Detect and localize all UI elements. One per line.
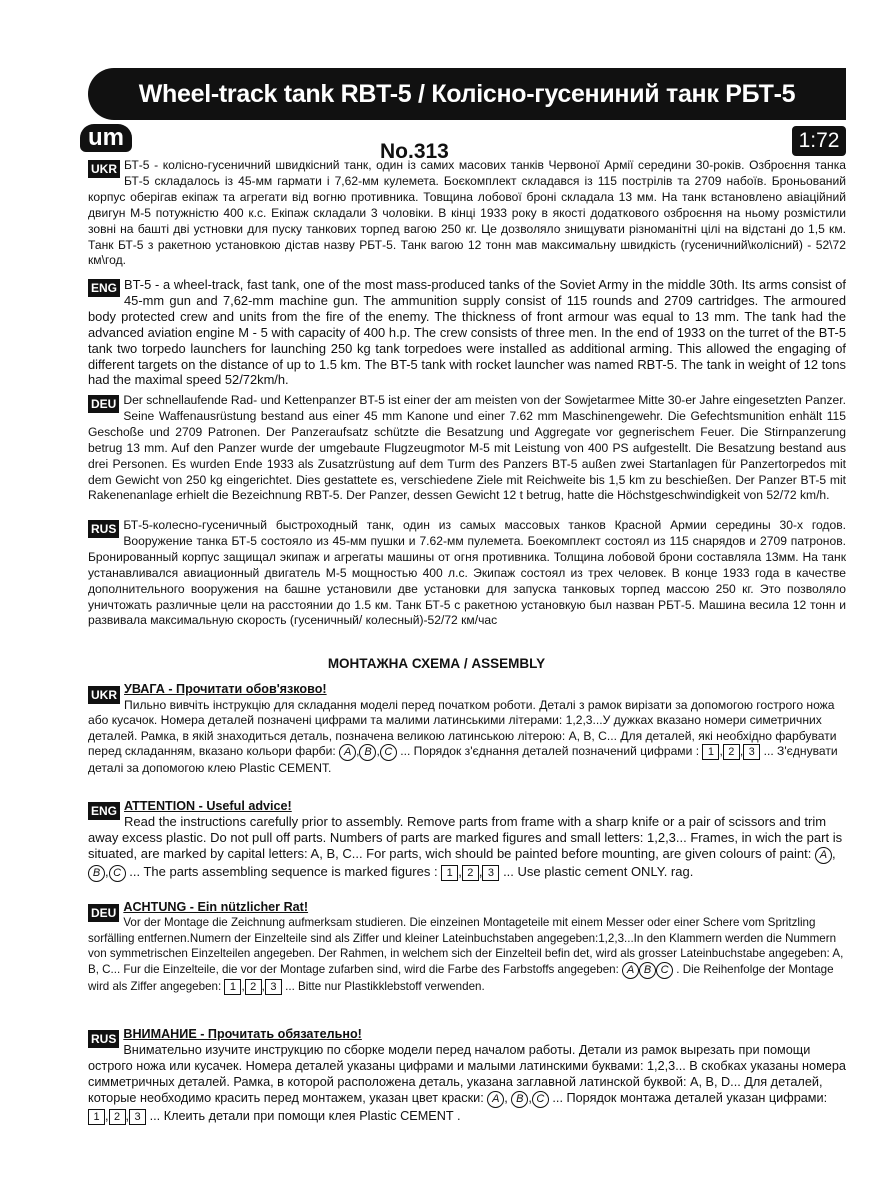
step-marker: 3	[482, 865, 499, 881]
lang-tag: UKR	[88, 686, 120, 704]
paint-marker: A	[487, 1091, 504, 1108]
step-marker: 2	[723, 744, 740, 760]
instruction-heading: ATTENTION - Useful advice!	[124, 799, 292, 813]
description-text: BT-5 - a wheel-track, fast tank, one of the most mass-produced tanks of the Soviet Army in the middle 30th. Its arms consist of 45-mm gun and 7,62-mm machine gun. The ammunition supply consist of 115 rounds and 2709 cartridges. The armoured body protected crew and units from the fire of the enemy. The thickness of front armour was equal to 13 mm. The tank had the advanced aviation engine M - 5 with capacity of 400 h.p. The crew consists of three men. In the end of 1933 on the turret of the BT-5 tank two torpedo launchers for launching 250 kg tank torpedoes were installed as additional arming. This allowed the engaging of different targets on the distance of up to 1.5 km. The BT-5 tank with rocket launcher was named RBT-5. The tank in weight of 12 tons had the maximal speed 52/72km/h.	[88, 277, 846, 388]
lang-tag: RUS	[88, 520, 119, 538]
lang-tag: UKR	[88, 160, 120, 178]
paint-marker: B	[88, 865, 105, 882]
lang-tag: DEU	[88, 904, 119, 922]
paint-marker: C	[532, 1091, 549, 1108]
brand-logo: um	[80, 124, 132, 152]
instruction-rus: RUS ВНИМАНИЕ - Прочитать обязательно! Внимательно изучите инструкцию по сборке модели перед началом работы. Детали из рамок вырезать при помощи острого ножа или кусачек. Номера деталей указаны цифрами и малыми латинскими буквами: 1,2,3... В скобках указаны номера симметричных деталей. Рамка, в которой расположена деталь, указана заглавной латинской буквой: A, B, D... Для деталей, которые необходимо красить перед монтажем, указан цвет краски: A , B , C ... Порядок монтажа деталей указан цифрами: 1 , 2 , 3 ... Клеить детали при помощи клея Plastic CEMENT .	[88, 1027, 846, 1123]
step-marker: 2	[109, 1109, 126, 1125]
instruction-text: ... Use plastic cement ONLY. rag.	[503, 864, 694, 879]
instruction-heading: УВАГА - Прочитати обов'язково!	[124, 682, 327, 696]
paint-marker: C	[656, 962, 673, 979]
instruction-text: ... The parts assembling sequence is marked figures :	[129, 864, 438, 879]
instruction-deu: DEU ACHTUNG - Ein nützlicher Rat! Vor der Montage die Zeichnung aufmerksam studieren. Die einzeinen Montageteile mit einem Messer oder einer Schere vom Spritzling sorfälling entfernen.Numern der Einzelteile sind als Ziffer und kleiner Lateinbuchstaben angegeben:1,2,3...In den Klammern werden die Nummern von symmetrischen Einzelteilen angegeben. Der Rahmen, in welchem sich der Einzelteil befin det, wird als grosser Lateinbuchstabe angegeben: A, B, C... Fur die Einzelteile, die vor der Montage zufarben sind, wird die Farbe des Farbstoffs angegeben: A B C . Die Reihenfolge der Montage wird als Ziffer angegeben: 1 , 2 , 3 ... Bitte nur Plastikklebstoff verwenden.	[88, 900, 846, 995]
instruction-text: ... З'єднувати деталі за допомогою клею Plastic CEMENT.	[88, 744, 838, 776]
lang-tag: DEU	[88, 395, 119, 413]
paint-marker: A	[339, 744, 356, 761]
assembly-title: МОНТАЖНА СХЕМА / ASSEMBLY	[327, 656, 546, 671]
lang-tag: RUS	[88, 1030, 119, 1048]
description-deu	[88, 393, 846, 504]
title-banner	[88, 68, 846, 120]
step-marker: 1	[88, 1109, 105, 1125]
lang-tag: ENG	[88, 802, 120, 820]
catalog-number: No.313	[380, 140, 449, 163]
description-text: Der schnellaufende Rad- und Kettenpanzer BT-5 ist einer der am meisten von der Sowjetarmee Mitte 30-er Jahre eingesetzten Panzer. Seine Waffenausrüstung bestand aus einer 45 mm Kanone und einer 7.62 mm Maschinengewehr. Die Gefechtsmunition enhält 115 Geschoße und 2709 Patronen. Der Panzeraufsatz schützte die Besatzung und Aggregate vor gegnerischem Feuer. Die Stirnpanzerung betrug 13 mm. Auf den Panzer wurde der umgebaute Flugzeugmotor M-5 mit Leistung von 400 PS aufgestellt. Die Besatzung bestand aus drei Personen. Es wurden Ende 1933 als Zusatzrüstung auf dem Turm des Panzers BT-5 außen zwei Startanlagen für Panzertorpedos mit dem Gewicht von 250 kg eingerichtet. Dies gestattete es, verschiedene Ziele mit Reichweite bis 1,5 km zu beschießen. Der Panzer BT-5 mit Rakenenanlage erhielt die Bezeichnung RBT-5. Der Panzer, dessen Gewicht 12 t betrug, hatte die Höchstgeschwindigkeit von 52/72 km/h.	[88, 393, 846, 503]
instruction-text: Vor der Montage die Zeichnung aufmerksam studieren. Die einzeinen Montageteile mit einem Messer oder einer Schere vom Spritzling sorfälling entfernen.Numern der Einzelteile sind als Ziffer und kleiner Lateinbuchstaben angegeben:1,2,3...In den Klammern werden die Nummern von symmetrischen Einzelteilen angegeben. Der Rahmen, in welchem sich der Einzelteil befin det, wird als grosser Lateinbuchstabe angegeben: A, B, C... Fur die Einzelteile, die vor der Montage zufarben sind, wird die Farbe des Farbstoffs angegeben:	[88, 916, 844, 976]
step-marker: 3	[743, 744, 760, 760]
step-marker: 2	[462, 865, 479, 881]
instruction-text: Read the instructions carefully prior to assembly. Remove parts from frame with a sharp knife or a pair of scissors and trim away excess plastic. Do not pull off parts. Numbers of parts are marked figures and small letters: 1,2,3... Frames, in wich the part is situated, are marked by capital letters: A, B, C... For parts, wich should be painted before mounting, are given colours of paint:	[88, 814, 843, 861]
description-rus	[88, 518, 846, 629]
description-ukr	[88, 158, 846, 269]
instruction-text: ... Bitte nur Plastikklebstoff verwenden.	[285, 979, 485, 993]
paint-marker: B	[639, 962, 656, 979]
scale-badge: 1:72	[792, 126, 846, 156]
instruction-text: ... Порядок з'єднання деталей позначений цифрами :	[400, 744, 700, 759]
instruction-heading: ACHTUNG - Ein nützlicher Rat!	[123, 900, 309, 914]
paint-marker: A	[815, 847, 832, 864]
instruction-text: . Die Reihenfolge der Montage wird als Ziffer angegeben:	[88, 962, 834, 993]
step-marker: 3	[265, 979, 282, 995]
instruction-text: Внимательно изучите инструкцию по сборке модели перед началом работы. Детали из рамок вырезать при помощи острого ножа или кусачек. Номера деталей указаны цифрами и малыми латинскими буквами: 1,2,3... В скобках указаны номера симметричных деталей. Рамка, в которой расположена деталь, указана заглавной латинской буквой: A, B, D... Для деталей, которые необходимо красить перед монтажем, указан цвет краски:	[88, 1043, 846, 1105]
step-marker: 3	[129, 1109, 146, 1125]
instruction-text: ... Клеить детали при помощи клея Plastic CEMENT .	[149, 1109, 461, 1123]
instruction-text: ... Порядок монтажа деталей указан цифрами:	[552, 1091, 828, 1105]
description-eng	[88, 277, 846, 388]
paint-marker: A	[622, 962, 639, 979]
paint-marker: B	[359, 744, 376, 761]
step-marker: 2	[245, 979, 262, 995]
paint-marker: C	[380, 744, 397, 761]
step-marker: 1	[702, 744, 719, 760]
instruction-text: Пильно вивчіть інструкцію для складання моделі перед початком роботи. Деталі з рамок вирізати за допомогою гострого ножа або кусачок. Номера деталей позначені цифрами та малими латинськими літерами: 1,2,3...У дужках вказано номери симетричних деталей. Рамка, в якій знаходиться деталь, позначена великою латинською літерою: A, B, C... Для деталей, які необхідно фарбувати перед складанням, вказано кольори фарби:	[88, 697, 837, 759]
lang-tag: ENG	[88, 279, 120, 297]
instruction-ukr: UKR УВАГА - Прочитати обов'язково! Пильно вивчіть інструкцію для складання моделі перед початком роботи. Деталі з рамок вирізати за допомогою гострого ножа або кусачок. Номера деталей позначені цифрами та малими латинськими літерами: 1,2,3...У дужках вказано номери симетричних деталей. Рамка, в якій знаходиться деталь, позначена великою латинською літерою: A, B, C... Для деталей, які необхідно фарбувати перед складанням, вказано кольори фарби: A , B , C ... Порядок з'єднання деталей позначений цифрами : 1 , 2 , 3 ... З'єднувати деталі за допомогою клею Plastic CEMENT.	[88, 682, 846, 777]
description-text: БТ-5 - колісно-гусеничний швидкісний танк, один із самих масових танків Червоної Армії середини 30-років. Озброєння танка БТ-5 складалось із 45-мм гармати і 7,62-мм кулемета. Боєкомплект складався із 115 пострілів та 2709 набоїв. Броньований корпус оберігав екіпаж та агрегати від вогню противника. Товщина лобової броні складала 13 мм. На танк встановлено авіаційний двигун М-5 потужністю 400 к.с. Екіпаж складали 3 чоловіки. В кінці 1933 року в якості додаткового озброєння на ньому розмістили зовні на башті дві устновки для пуску танкових торпед вагою 250 кг. Це дозволяло знищувати різноманітні цілі на відстані до 1,5 км. Танк БТ-5 з ракетною установкою дістав назву РБТ-5. Танк вагою 12 тонн мав максимальну швидкість (гусеничний\колісний) - 52\72 км\год.	[88, 158, 846, 268]
paint-marker: C	[109, 865, 126, 882]
paint-marker: B	[511, 1091, 528, 1108]
step-marker: 1	[441, 865, 458, 881]
instruction-eng: ENG ATTENTION - Useful advice! Read the instructions carefully prior to assembly. Remove parts from frame with a sharp knife or a pair of scissors and trim away excess plastic. Do not pull off parts. Numbers of parts are marked figures and small letters: 1,2,3... Frames, in wich the part is situated, are marked by capital letters: A, B, C... For parts, wich should be painted before mounting, are given colours of paint: A ,B , C ... The parts assembling sequence is marked figures : 1 , 2 , 3 ... Use plastic cement ONLY. rag.	[88, 798, 846, 882]
step-marker: 1	[224, 979, 241, 995]
description-text: БТ-5-колесно-гусеничный быстроходный танк, один из самых массовых танков Красной Армии середины 30-х годов. Вооружение танка БТ-5 состояло из 45-мм пушки и 7.62-мм пулемета. Боекомплект состоял из 115 снарядов и 2709 патронов. Бронированный корпус защищал экипаж и агрегаты машины от огня противника. Толщина лобовой брони составляла 13мм. На танк устанавливался авиационный двигатель М-5 мощностью 400 л.с. Экипаж состоял из трех человек. В конце 1933 года в качестве дополнительного вооружения на башне установили две установки для запуска танковых торпед массою 250 кг. Это позволяло уничтожать различные цели на расстоянии до 1.5 км. Танк БТ-5 с ракетною установкую был назван РБТ-5. Машина весила 12 тонн и развивала максимальную скорость (гусеничный/ колесный)-52/72 км/час	[88, 518, 846, 628]
banner-title: Wheel-track tank RBT-5 / Колісно-гусениний танк РБТ-5	[138, 79, 796, 108]
instruction-heading: ВНИМАНИЕ - Прочитать обязательно!	[123, 1027, 362, 1041]
